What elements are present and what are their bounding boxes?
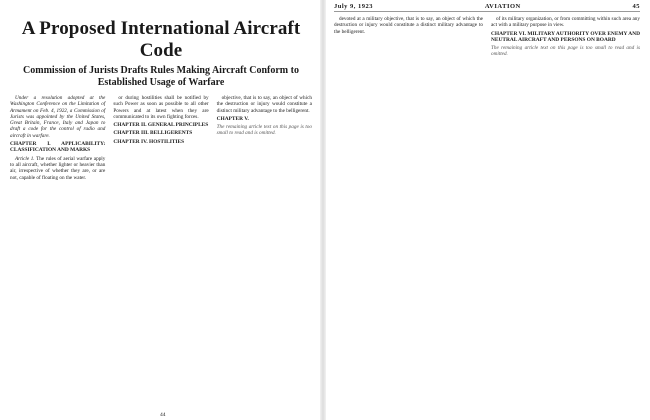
body-paragraph: objective, that is to say, an object of which the destruction or injury would constitute a distinct military advantage to the belligerent. — [216, 95, 312, 114]
left-columns — [10, 95, 312, 183]
article-text: The rules of aerial warfare apply to all aircraft, whether lighter or heavier than air, irrespective of whether they are, or are not, capable of floating on the water. — [10, 155, 106, 181]
omission-note: The remaining article text on this page is too small to read and is omitted. — [216, 124, 312, 137]
left-column-3 — [217, 95, 312, 183]
body-paragraph: devoted at a military objective, that is to say, an object of which the destruction or injury would constitute a distinct military advantage to the belligerent. — [334, 16, 483, 35]
column-blocks — [113, 95, 208, 145]
left-column-2 — [113, 95, 208, 183]
chapter-heading: CHAPTER I. APPLICABILITY: CLASSIFICATION AND MARKS — [10, 141, 106, 154]
omission-note: The remaining article text on this page is too small to read and is omitted. — [491, 45, 640, 58]
chapter-heading: CHAPTER IV. HOSTILITIES — [113, 138, 185, 145]
chapter-heading: CHAPTER V. — [216, 115, 249, 122]
article-paragraph — [10, 156, 105, 181]
column-blocks — [10, 141, 105, 181]
magazine-name: AVIATION — [484, 3, 521, 10]
right-columns — [334, 16, 640, 60]
right-page — [326, 0, 650, 420]
left-page-number: 44 — [160, 412, 166, 418]
column-blocks — [334, 16, 483, 35]
running-head — [334, 3, 640, 12]
body-paragraph: of its military organization, or from committing within such area any act with a military purpose in view. — [491, 16, 640, 29]
article-deck: Commission of Jurists Drafts Rules Making Aircraft Conform to Established Usage of Warfare — [23, 65, 299, 88]
issue-date: July 9, 1923 — [334, 3, 374, 10]
left-page — [0, 0, 320, 420]
chapter-heading: CHAPTER III. BELLIGERENTS — [113, 130, 193, 137]
article-title: A Proposed International Aircraft Code — [21, 18, 301, 61]
left-column-1 — [10, 95, 105, 183]
right-column-2 — [491, 16, 640, 60]
editorial-intro: Under a resolution adopted at the Washington Conference on the Limitation of Armament on Feb. 4, 1922, a Commission of Jurists was appointed by the United States, Great Britain, France, Italy and Japan to draft a code for the control of radio and aircraft in warfare. — [10, 95, 106, 139]
column-blocks — [217, 95, 312, 122]
right-column-1 — [334, 16, 483, 60]
body-paragraph: or during hostilities shall be notified by such Power as soon as possible to all other Powers and at latest when they are communicated to its own fighting forces. — [113, 95, 209, 120]
chapter-heading: CHAPTER II. GENERAL PRINCIPLES — [113, 122, 209, 129]
article-label: Article 1. — [15, 155, 35, 162]
chapter-heading: CHAPTER VI. MILITARY AUTHORITY OVER ENEMY AND NEUTRAL AIRCRAFT AND PERSONS ON BOARD — [491, 30, 640, 43]
article-heading — [10, 18, 312, 89]
column-blocks — [491, 16, 640, 43]
right-page-number: 45 — [632, 3, 640, 10]
